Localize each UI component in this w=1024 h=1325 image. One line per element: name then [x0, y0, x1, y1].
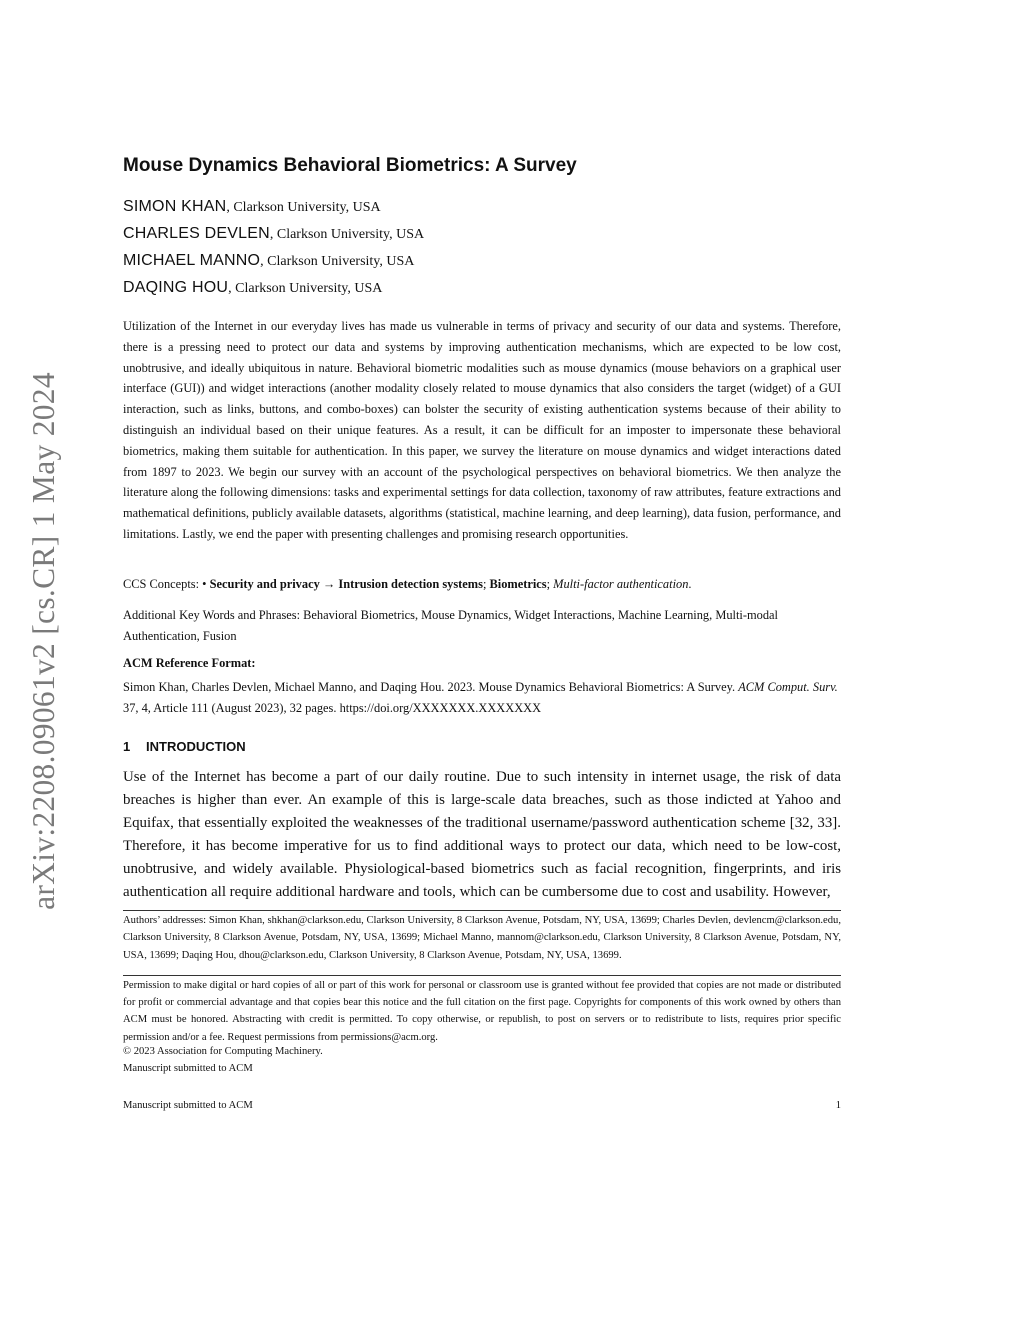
keywords: Additional Key Words and Phrases: Behavioral Biometrics, Mouse Dynamics, Widget Interactions, Machine Learning, Multi-modal Authentication, Fusion [123, 608, 778, 643]
section-title: INTRODUCTION [146, 739, 246, 754]
submission-notice: Manuscript submitted to ACM [123, 1063, 253, 1074]
introduction-text: Use of the Internet has become a part of our daily routine. Due to such intensity in internet usage, the risk of data breaches is higher than ever. An example of this is large-scale data breaches, such as those indicted at Yahoo and Equifax, that essentially exploited the weaknesses of the traditional username/password authentication scheme [32, 33]. Therefore, it has become imperative for us to find additional ways to protect our data, which need to be low-cost, unobtrusive, and widely available. Physiological-based biometrics such as facial recognition, fingerprints, and iris authentication all require additional hardware and tools, which can be cumbersome due to cost and usability. However, [123, 769, 841, 901]
author-name: CHARLES DEVLEN [123, 225, 270, 242]
author-addresses: Authors’ addresses: Simon Khan, shkhan@clarkson.edu, Clarkson University, 8 Clarkson Avenue, Potsdam, NY, USA, 13699; Charles Devlen, devlencm@clarkson.edu, Clarkson University, 8 Clarkson Avenue, Potsdam, NY, USA, 13699; Michael Manno, mannom@clarkson.edu, Clarkson University, 8 Clarkson Avenue, Potsdam, NY, USA, 13699; Daqing Hou, dhou@clarkson.edu, Clarkson University, 8 Clarkson Avenue, Potsdam, NY, USA, 13699. [123, 915, 841, 961]
permissions-notice: Permission to make digital or hard copies of all or part of this work for personal or classroom use is granted without fee provided that copies are not made or distributed for profit or commercial advantage and that copies bear this notice and the full citation on the first page. Copyrights for components of this work owned by others than ACM must be honored. Abstracting with credit is permitted. To copy otherwise, or republish, to post on servers or to redistribute to lists, requires prior specific permission and/or a fee. Request permissions from permissions@acm.org. [123, 980, 841, 1043]
section-number: 1 [123, 739, 131, 754]
footer-venue: Manuscript submitted to ACM [123, 1100, 253, 1111]
author-name: DAQING HOU [123, 279, 229, 296]
ccs-concept: Intrusion detection systems [338, 577, 483, 591]
ccs-concept: Security and privacy [209, 577, 320, 591]
ccs-concept: Multi-factor authentication [553, 577, 689, 591]
ccs-concepts [123, 574, 841, 595]
author-line [123, 279, 382, 297]
author-name: SIMON KHAN [123, 198, 227, 215]
section-heading [123, 739, 246, 754]
ccs-concept: Biometrics [489, 577, 547, 591]
reference-citation: Simon Khan, Charles Devlen, Michael Manno, and Daqing Hou. 2023. Mouse Dynamics Behavioral Biometrics: A Survey. [123, 680, 739, 694]
paper-title: Mouse Dynamics Behavioral Biometrics: A Survey [123, 155, 577, 176]
abstract: Utilization of the Internet in our everyday lives has made us vulnerable in terms of privacy and security of our data and systems. Therefore, there is a pressing need to protect our data and systems by improving authentication mechanisms, which are expected to be low cost, unobtrusive, and ideally ubiquitous in nature. Behavioral biometric modalities such as mouse dynamics (mouse behaviors on a graphical user interface (GUI)) and widget interactions (another modality closely related to mouse dynamics that also considers the target (widget) of a GUI interaction, such as links, buttons, and combo-boxes) can bolster the security of existing authentication systems because of their ability to distinguish an individual based on their unique features. As a result, it can be difficult for an imposter to impersonate these behavioral biometrics, making them suitable for authentication. In this paper, we survey the literature on mouse dynamics and widget interactions dated from 1897 to 2023. We begin our survey with an account of the psychological perspectives on behavioral biometrics. We then analyze the literature along the following dimensions: tasks and experimental settings for data collection, taxonomy of raw attributes, feature extractions and mathematical definitions, publicly available datasets, algorithms (statistical, machine learning, and deep learning), data fusion, performance, and limitations. Lastly, we end the paper with presenting challenges and promising research opportunities. [123, 319, 841, 541]
author-affiliation: , Clarkson University, USA [269, 227, 425, 242]
author-affiliation: , Clarkson University, USA [260, 254, 415, 269]
copyright-notice: © 2023 Association for Computing Machinery. [123, 1046, 323, 1057]
ccs-bullet: • [202, 577, 207, 591]
ccs-separator: ; [482, 577, 490, 591]
arrow-icon: → [322, 577, 336, 591]
reference-journal: ACM Comput. Surv. [738, 680, 838, 694]
reference-format-text [123, 677, 841, 719]
page-number: 1 [835, 1100, 841, 1111]
reference-details: 37, 4, Article 111 (August 2023), 32 pages. https://doi.org/XXXXXXX.XXXXXXX [123, 700, 542, 715]
ccs-end: . [688, 577, 692, 591]
author-line [123, 198, 381, 216]
author-name: MICHAEL MANNO [123, 252, 261, 269]
ccs-separator: ; [546, 577, 554, 591]
author-line [123, 252, 414, 270]
reference-format-heading: ACM Reference Format: [123, 656, 256, 670]
footnote-divider [123, 910, 841, 911]
ccs-label: CCS Concepts: [123, 577, 203, 591]
permissions-divider [123, 975, 841, 976]
author-affiliation: , Clarkson University, USA [226, 200, 381, 215]
author-affiliation: , Clarkson University, USA [228, 281, 383, 296]
author-line [123, 225, 424, 243]
arxiv-identifier-stamp: arXiv:2208.09061v2 [cs.CR] 1 May 2024 [26, 372, 61, 910]
